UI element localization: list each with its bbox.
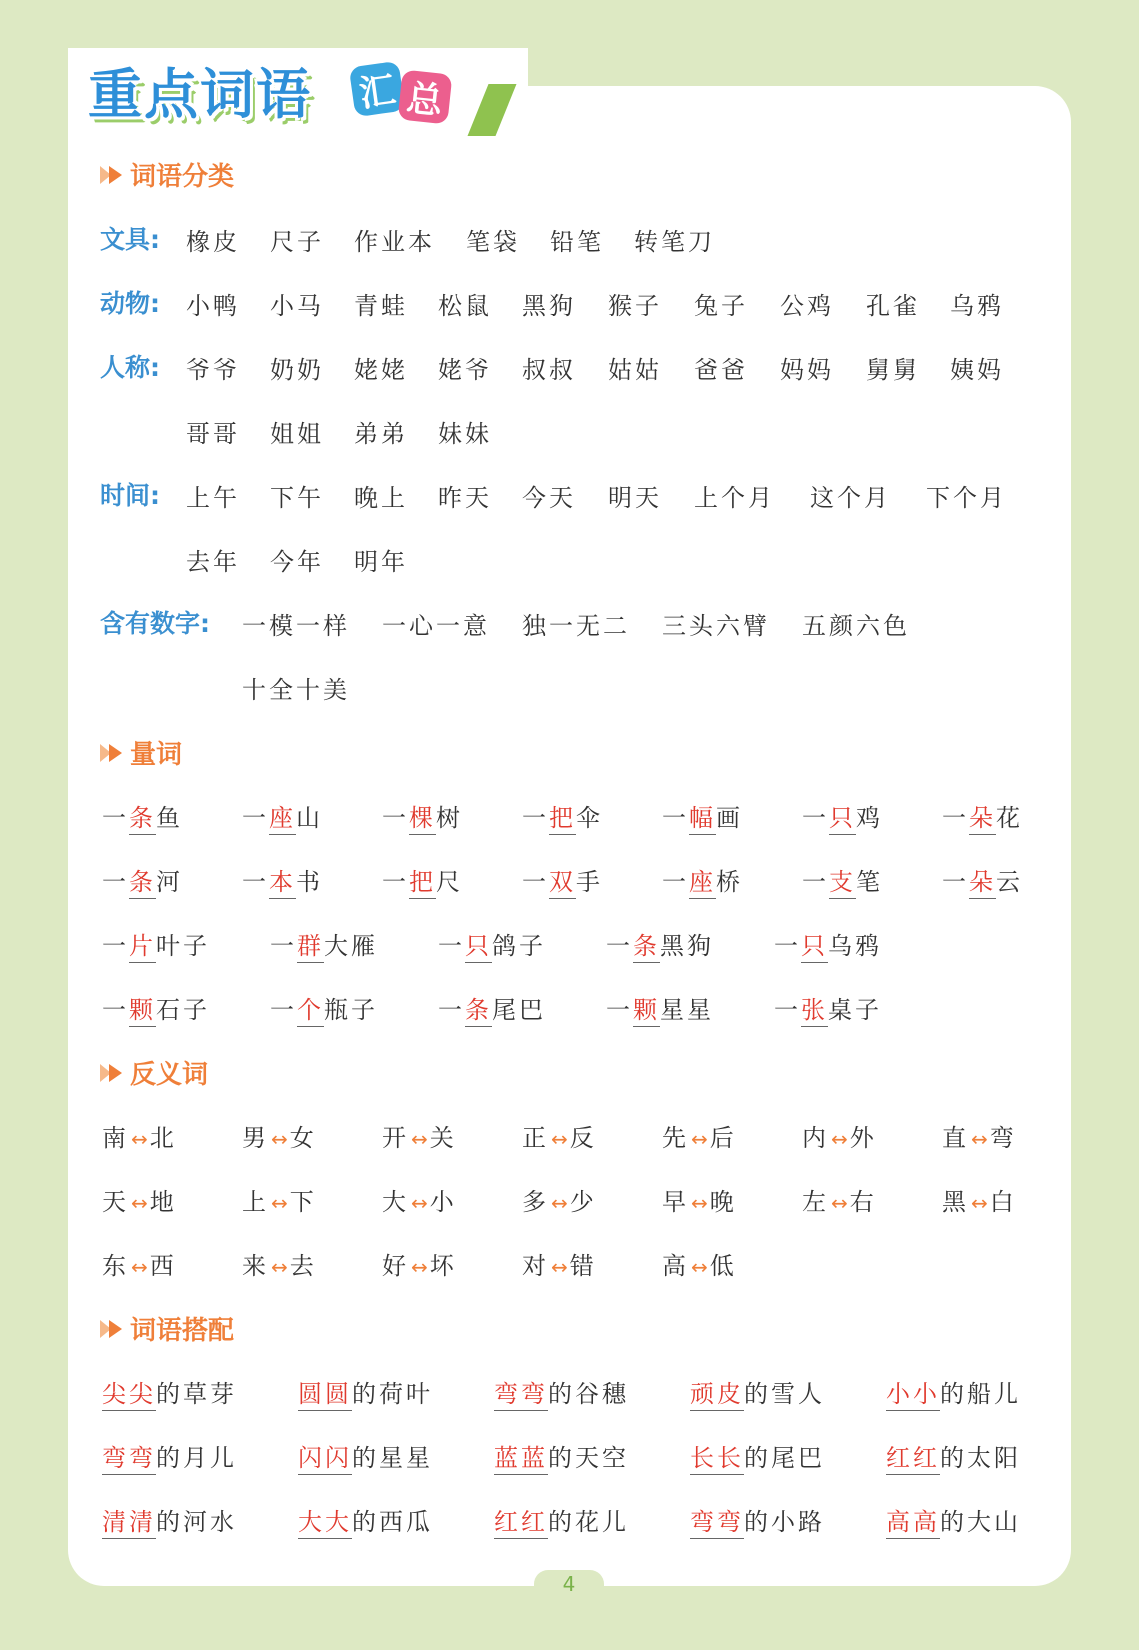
measure-prefix: 一 — [662, 804, 689, 832]
vocab-word: 黑狗 — [522, 292, 576, 320]
measure-noun: 鸽子 — [492, 932, 546, 960]
antonym-left: 男 — [242, 1124, 269, 1152]
measure-phrase — [242, 862, 323, 897]
measure-phrase — [382, 862, 463, 897]
title-badge-zong: 总 — [398, 70, 453, 125]
vocab-word: 十全十美 — [242, 676, 350, 704]
measure-noun: 桌子 — [828, 996, 882, 1024]
antonym-pair — [382, 1118, 457, 1153]
vocab-word: 猴子 — [608, 292, 662, 320]
measure-noun: 花 — [996, 804, 1023, 832]
antonym-left: 先 — [662, 1124, 689, 1152]
collocation-adjective: 高高 — [886, 1508, 940, 1539]
vocab-word: 公鸡 — [780, 292, 834, 320]
category-label: 文具: — [100, 225, 160, 254]
collocation-noun: 的雪人 — [744, 1380, 825, 1408]
measure-word: 座 — [689, 868, 716, 899]
double-arrow-icon: ↔ — [831, 1191, 848, 1215]
measure-prefix: 一 — [774, 996, 801, 1024]
vocab-word: 舅舅 — [866, 356, 920, 384]
antonym-right: 白 — [989, 1188, 1017, 1216]
measure-phrase — [102, 990, 210, 1025]
collocation-phrase — [102, 1374, 237, 1409]
collocation-adjective: 闪闪 — [298, 1444, 352, 1475]
measure-phrase — [662, 798, 743, 833]
collocation-noun: 的天空 — [548, 1444, 629, 1472]
measure-word: 把 — [549, 804, 576, 835]
double-arrow-icon: ↔ — [691, 1127, 708, 1151]
vocab-word: 尺子 — [270, 228, 324, 256]
measure-phrase — [102, 798, 183, 833]
double-arrow-icon: ↔ — [691, 1255, 708, 1279]
measure-phrase — [270, 990, 378, 1025]
antonym-left: 黑 — [942, 1188, 969, 1216]
vocab-word: 独一无二 — [522, 612, 630, 640]
double-arrow-icon: ↔ — [551, 1255, 568, 1279]
measure-word: 座 — [269, 804, 296, 835]
vocab-word: 姥爷 — [438, 356, 492, 384]
antonym-pair — [522, 1118, 597, 1153]
measure-noun: 星星 — [660, 996, 714, 1024]
antonym-pair — [802, 1182, 877, 1217]
measure-noun: 山 — [296, 804, 323, 832]
measure-noun: 大雁 — [324, 932, 378, 960]
antonym-left: 开 — [382, 1124, 409, 1152]
collocation-phrase — [690, 1438, 825, 1473]
measure-prefix: 一 — [102, 804, 129, 832]
measure-noun: 黑狗 — [660, 932, 714, 960]
antonym-left: 大 — [382, 1188, 409, 1216]
collocation-adjective: 弯弯 — [494, 1380, 548, 1411]
antonym-pair — [522, 1246, 597, 1281]
vocab-word: 奶奶 — [270, 356, 324, 384]
measure-noun: 笔 — [856, 868, 883, 896]
measure-noun: 手 — [576, 868, 603, 896]
vocab-word: 兔子 — [694, 292, 748, 320]
measure-prefix: 一 — [102, 868, 129, 896]
measure-prefix: 一 — [242, 804, 269, 832]
measure-prefix: 一 — [802, 868, 829, 896]
vocab-word: 孔雀 — [866, 292, 920, 320]
measure-noun: 尺 — [436, 868, 463, 896]
section-heading — [100, 1054, 208, 1091]
measure-word: 幅 — [689, 804, 716, 835]
measure-noun: 鸡 — [856, 804, 883, 832]
measure-word: 个 — [297, 996, 324, 1027]
page-number: 4 — [562, 1572, 576, 1596]
antonym-left: 多 — [522, 1188, 549, 1216]
section-heading-label: 反义词 — [130, 1060, 209, 1090]
collocation-phrase — [886, 1374, 1021, 1409]
measure-prefix: 一 — [942, 804, 969, 832]
measure-prefix: 一 — [802, 804, 829, 832]
measure-noun: 桥 — [716, 868, 743, 896]
antonym-left: 好 — [382, 1252, 409, 1280]
collocation-phrase — [298, 1438, 433, 1473]
collocation-noun: 的星星 — [352, 1444, 433, 1472]
section-heading — [100, 156, 234, 193]
collocation-noun: 的荷叶 — [352, 1380, 433, 1408]
antonym-right: 地 — [149, 1188, 177, 1216]
collocation-noun: 的草芽 — [156, 1380, 237, 1408]
double-arrow-icon: ↔ — [131, 1191, 148, 1215]
measure-prefix: 一 — [438, 996, 465, 1024]
vocab-word: 笔袋 — [466, 228, 520, 256]
measure-word: 本 — [269, 868, 296, 899]
measure-phrase — [438, 990, 546, 1025]
antonym-right: 下 — [289, 1188, 317, 1216]
antonym-right: 少 — [569, 1188, 597, 1216]
double-arrow-icon: ↔ — [831, 1127, 848, 1151]
category-label: 含有数字: — [100, 609, 210, 638]
antonym-right: 弯 — [989, 1124, 1017, 1152]
antonym-left: 南 — [102, 1124, 129, 1152]
antonym-left: 内 — [802, 1124, 829, 1152]
collocation-noun: 的谷穗 — [548, 1380, 629, 1408]
section-heading — [100, 1310, 234, 1347]
measure-noun: 河 — [156, 868, 183, 896]
measure-noun: 鱼 — [156, 804, 183, 832]
vocab-word: 晚上 — [354, 484, 408, 512]
measure-word: 张 — [801, 996, 828, 1027]
measure-prefix: 一 — [102, 996, 129, 1024]
double-arrow-icon: ↔ — [971, 1191, 988, 1215]
antonym-left: 高 — [662, 1252, 689, 1280]
measure-word: 群 — [297, 932, 324, 963]
double-arrow-icon — [100, 164, 126, 186]
vocab-word: 一模一样 — [242, 612, 350, 640]
double-arrow-icon: ↔ — [271, 1255, 288, 1279]
measure-word: 片 — [129, 932, 156, 963]
vocab-word: 明年 — [354, 548, 408, 576]
vocab-word: 去年 — [186, 548, 240, 576]
measure-phrase — [662, 862, 743, 897]
measure-phrase — [774, 990, 882, 1025]
collocation-noun: 的船儿 — [940, 1380, 1021, 1408]
collocation-noun: 的大山 — [940, 1508, 1021, 1536]
measure-phrase — [802, 798, 883, 833]
measure-prefix: 一 — [242, 868, 269, 896]
antonym-pair — [102, 1118, 177, 1153]
measure-noun: 书 — [296, 868, 323, 896]
vocab-word: 明天 — [608, 484, 662, 512]
antonym-pair — [102, 1182, 177, 1217]
vocab-word: 转笔刀 — [634, 228, 715, 256]
measure-prefix: 一 — [382, 804, 409, 832]
vocab-word: 弟弟 — [354, 420, 408, 448]
collocation-adjective: 大大 — [298, 1508, 352, 1539]
collocation-noun: 的太阳 — [940, 1444, 1021, 1472]
measure-phrase — [802, 862, 883, 897]
antonym-right: 晚 — [709, 1188, 737, 1216]
section-heading-label: 词语搭配 — [130, 1316, 235, 1346]
measure-prefix: 一 — [270, 932, 297, 960]
collocation-noun: 的月儿 — [156, 1444, 237, 1472]
antonym-right: 去 — [289, 1252, 317, 1280]
vocab-word: 作业本 — [354, 228, 435, 256]
antonym-right: 关 — [429, 1124, 457, 1152]
antonym-right: 坏 — [429, 1252, 457, 1280]
antonym-left: 对 — [522, 1252, 549, 1280]
collocation-phrase — [886, 1502, 1021, 1537]
antonym-right: 低 — [709, 1252, 737, 1280]
collocation-phrase — [298, 1374, 433, 1409]
measure-word: 只 — [801, 932, 828, 963]
measure-phrase — [242, 798, 323, 833]
measure-phrase — [438, 926, 546, 961]
antonym-left: 东 — [102, 1252, 129, 1280]
measure-prefix: 一 — [102, 932, 129, 960]
vocab-word: 姐姐 — [270, 420, 324, 448]
double-arrow-icon: ↔ — [411, 1255, 428, 1279]
antonym-left: 天 — [102, 1188, 129, 1216]
vocab-word: 妹妹 — [438, 420, 492, 448]
collocation-adjective: 清清 — [102, 1508, 156, 1539]
collocation-adjective: 弯弯 — [102, 1444, 156, 1475]
double-arrow-icon: ↔ — [131, 1255, 148, 1279]
collocation-noun: 的小路 — [744, 1508, 825, 1536]
measure-noun: 乌鸦 — [828, 932, 882, 960]
measure-prefix: 一 — [606, 996, 633, 1024]
vocab-word: 橡皮 — [186, 228, 240, 256]
vocab-word: 青蛙 — [354, 292, 408, 320]
collocation-phrase — [494, 1502, 629, 1537]
antonym-pair — [942, 1182, 1017, 1217]
collocation-phrase — [494, 1374, 629, 1409]
vocab-word: 乌鸦 — [950, 292, 1004, 320]
measure-prefix: 一 — [438, 932, 465, 960]
antonym-right: 错 — [569, 1252, 597, 1280]
antonym-pair — [242, 1246, 317, 1281]
collocation-adjective: 顽皮 — [690, 1380, 744, 1411]
measure-prefix: 一 — [606, 932, 633, 960]
measure-prefix: 一 — [382, 868, 409, 896]
antonym-right: 外 — [849, 1124, 877, 1152]
measure-phrase — [774, 926, 882, 961]
section-heading — [100, 734, 182, 771]
collocation-adjective: 圆圆 — [298, 1380, 352, 1411]
vocab-word: 铅笔 — [550, 228, 604, 256]
measure-phrase — [522, 862, 603, 897]
collocation-phrase — [494, 1438, 629, 1473]
measure-phrase — [270, 926, 378, 961]
vocab-word: 这个月 — [810, 484, 891, 512]
antonym-right: 后 — [709, 1124, 737, 1152]
antonym-pair — [662, 1246, 737, 1281]
measure-word: 颗 — [633, 996, 660, 1027]
measure-noun: 瓶子 — [324, 996, 378, 1024]
category-label: 时间: — [100, 481, 160, 510]
antonym-left: 左 — [802, 1188, 829, 1216]
vocab-word: 下午 — [270, 484, 324, 512]
measure-prefix: 一 — [662, 868, 689, 896]
vocab-word: 三头六臂 — [662, 612, 770, 640]
antonym-pair — [662, 1182, 737, 1217]
measure-word: 支 — [829, 868, 856, 899]
double-arrow-icon: ↔ — [271, 1127, 288, 1151]
measure-prefix: 一 — [522, 804, 549, 832]
category-label: 人称: — [100, 353, 160, 382]
collocation-phrase — [298, 1502, 433, 1537]
measure-word: 条 — [633, 932, 660, 963]
collocation-noun: 的河水 — [156, 1508, 237, 1536]
double-arrow-icon: ↔ — [551, 1127, 568, 1151]
collocation-phrase — [102, 1438, 237, 1473]
collocation-noun: 的花儿 — [548, 1508, 629, 1536]
measure-noun: 云 — [996, 868, 1023, 896]
measure-prefix: 一 — [774, 932, 801, 960]
collocation-phrase — [690, 1502, 825, 1537]
measure-phrase — [522, 798, 603, 833]
double-arrow-icon: ↔ — [411, 1127, 428, 1151]
vocab-word: 下个月 — [926, 484, 1007, 512]
measure-word: 把 — [409, 868, 436, 899]
antonym-pair — [242, 1118, 317, 1153]
measure-phrase — [102, 862, 183, 897]
vocab-word: 叔叔 — [522, 356, 576, 384]
vocab-word: 上个月 — [694, 484, 775, 512]
collocation-phrase — [690, 1374, 825, 1409]
vocab-word: 今天 — [522, 484, 576, 512]
vocab-word: 姑姑 — [608, 356, 662, 384]
vocab-word: 五颜六色 — [802, 612, 910, 640]
antonym-right: 女 — [289, 1124, 317, 1152]
double-arrow-icon: ↔ — [411, 1191, 428, 1215]
collocation-adjective: 弯弯 — [690, 1508, 744, 1539]
measure-phrase — [942, 862, 1023, 897]
measure-noun: 画 — [716, 804, 743, 832]
collocation-adjective: 红红 — [494, 1508, 548, 1539]
measure-noun: 伞 — [576, 804, 603, 832]
vocab-word: 上午 — [186, 484, 240, 512]
measure-phrase — [606, 926, 714, 961]
section-heading-label: 量词 — [130, 740, 183, 770]
antonym-pair — [102, 1246, 177, 1281]
measure-noun: 叶子 — [156, 932, 210, 960]
section-heading-label: 词语分类 — [130, 162, 235, 192]
antonym-right: 反 — [569, 1124, 597, 1152]
vocab-word: 小马 — [270, 292, 324, 320]
vocab-word: 爷爷 — [186, 356, 240, 384]
measure-noun: 尾巴 — [492, 996, 546, 1024]
antonym-pair — [242, 1182, 317, 1217]
double-arrow-icon: ↔ — [271, 1191, 288, 1215]
collocation-noun: 的西瓜 — [352, 1508, 433, 1536]
vocab-word: 妈妈 — [780, 356, 834, 384]
double-arrow-icon: ↔ — [691, 1191, 708, 1215]
category-label: 动物: — [100, 289, 160, 318]
measure-prefix: 一 — [942, 868, 969, 896]
antonym-pair — [942, 1118, 1017, 1153]
vocab-word: 姨妈 — [950, 356, 1004, 384]
collocation-adjective: 红红 — [886, 1444, 940, 1475]
measure-phrase — [382, 798, 463, 833]
double-arrow-icon — [100, 1062, 126, 1084]
antonym-left: 早 — [662, 1188, 689, 1216]
collocation-adjective: 长长 — [690, 1444, 744, 1475]
vocab-word: 爸爸 — [694, 356, 748, 384]
measure-word: 颗 — [129, 996, 156, 1027]
measure-prefix: 一 — [270, 996, 297, 1024]
antonym-right: 西 — [149, 1252, 177, 1280]
antonym-right: 小 — [429, 1188, 457, 1216]
antonym-left: 正 — [522, 1124, 549, 1152]
measure-word: 条 — [465, 996, 492, 1027]
antonym-left: 直 — [942, 1124, 969, 1152]
antonym-right: 右 — [849, 1188, 877, 1216]
antonym-pair — [522, 1182, 597, 1217]
double-arrow-icon: ↔ — [131, 1127, 148, 1151]
vocab-word: 今年 — [270, 548, 324, 576]
collocation-phrase — [102, 1502, 237, 1537]
antonym-pair — [802, 1118, 877, 1153]
title-badge-hui: 汇 — [349, 61, 405, 117]
measure-word: 棵 — [409, 804, 436, 835]
antonym-pair — [382, 1246, 457, 1281]
measure-phrase — [102, 926, 210, 961]
vocab-word: 姥姥 — [354, 356, 408, 384]
antonym-pair — [382, 1182, 457, 1217]
vocab-word: 小鸭 — [186, 292, 240, 320]
double-arrow-icon: ↔ — [971, 1127, 988, 1151]
antonym-pair — [662, 1118, 737, 1153]
measure-phrase — [606, 990, 714, 1025]
double-arrow-icon: ↔ — [551, 1191, 568, 1215]
page-title: 重点词语 — [88, 63, 312, 126]
collocation-adjective: 小小 — [886, 1380, 940, 1411]
collocation-adjective: 尖尖 — [102, 1380, 156, 1411]
vocab-word: 昨天 — [438, 484, 492, 512]
collocation-noun: 的尾巴 — [744, 1444, 825, 1472]
antonym-right: 北 — [149, 1124, 177, 1152]
vocab-word: 一心一意 — [382, 612, 490, 640]
vocab-word: 哥哥 — [186, 420, 240, 448]
measure-noun: 石子 — [156, 996, 210, 1024]
measure-word: 双 — [549, 868, 576, 899]
double-arrow-icon — [100, 742, 126, 764]
measure-phrase — [942, 798, 1023, 833]
measure-noun: 树 — [436, 804, 463, 832]
measure-word: 条 — [129, 804, 156, 835]
measure-word: 只 — [829, 804, 856, 835]
measure-word: 只 — [465, 932, 492, 963]
measure-prefix: 一 — [522, 868, 549, 896]
vocab-word: 松鼠 — [438, 292, 492, 320]
measure-word: 朵 — [969, 804, 996, 835]
antonym-left: 来 — [242, 1252, 269, 1280]
double-arrow-icon — [100, 1318, 126, 1340]
collocation-phrase — [886, 1438, 1021, 1473]
measure-word: 条 — [129, 868, 156, 899]
measure-word: 朵 — [969, 868, 996, 899]
antonym-left: 上 — [242, 1188, 269, 1216]
collocation-adjective: 蓝蓝 — [494, 1444, 548, 1475]
